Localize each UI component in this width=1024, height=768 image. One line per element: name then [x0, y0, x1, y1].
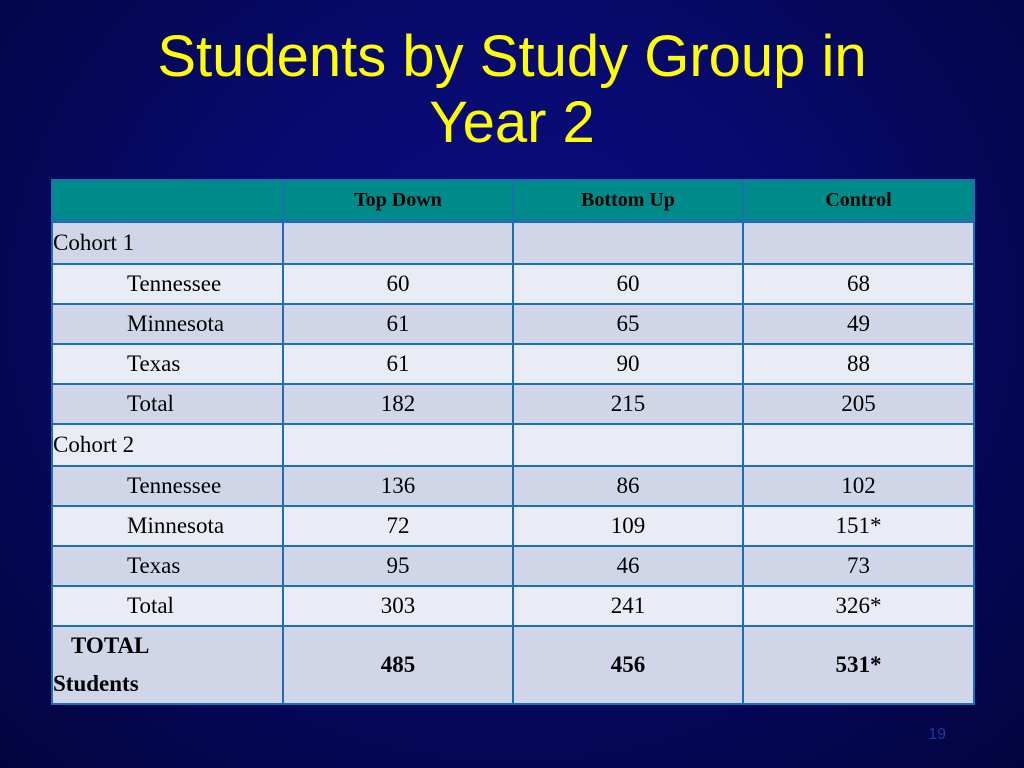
table-row	[52, 344, 974, 384]
slide-number: 19	[928, 726, 946, 743]
cell-control: 102	[743, 466, 974, 506]
table-row	[52, 466, 974, 506]
cell-control: 88	[743, 344, 974, 384]
grand-total-label-line2: Students	[53, 671, 139, 696]
cohort2-empty-cell	[743, 424, 974, 466]
table-row	[52, 264, 974, 304]
header-bottom-up: Bottom Up	[513, 180, 743, 221]
table-row	[52, 384, 974, 424]
row-label: Tennessee	[52, 466, 283, 506]
cell-control: 326*	[743, 586, 974, 626]
cell-control: 68	[743, 264, 974, 304]
cell-control: 151*	[743, 506, 974, 546]
row-label: Texas	[52, 344, 283, 384]
slide-title	[0, 24, 1024, 156]
cell-bottom-up: 46	[513, 546, 743, 586]
cohort1-label: Cohort 1	[52, 221, 283, 264]
row-label: Tennessee	[52, 264, 283, 304]
cohort1-empty-cell	[743, 221, 974, 264]
cohort2-empty-cell	[513, 424, 743, 466]
cohort1-empty-cell	[513, 221, 743, 264]
cell-control: 73	[743, 546, 974, 586]
header-control: Control	[743, 180, 974, 221]
slide-title-line1: Students by Study Group in	[157, 24, 867, 89]
cohort1-row	[52, 221, 974, 264]
header-top-down: Top Down	[283, 180, 513, 221]
cell-top-down: 95	[283, 546, 513, 586]
table-row	[52, 546, 974, 586]
slide-title-line2: Year 2	[429, 90, 595, 155]
cell-bottom-up: 241	[513, 586, 743, 626]
table-header-row	[52, 180, 974, 221]
cell-bottom-up: 215	[513, 384, 743, 424]
row-label: Minnesota	[52, 506, 283, 546]
cell-bottom-up: 65	[513, 304, 743, 344]
cell-control: 205	[743, 384, 974, 424]
cell-bottom-up: 456	[513, 626, 743, 704]
table-row	[52, 506, 974, 546]
cell-bottom-up: 109	[513, 506, 743, 546]
cohort1-empty-cell	[283, 221, 513, 264]
cell-bottom-up: 60	[513, 264, 743, 304]
cell-bottom-up: 90	[513, 344, 743, 384]
row-label: Minnesota	[52, 304, 283, 344]
cell-control: 531*	[743, 626, 974, 704]
row-label: Total	[52, 384, 283, 424]
cohort2-row	[52, 424, 974, 466]
cohort2-empty-cell	[283, 424, 513, 466]
cell-bottom-up: 86	[513, 466, 743, 506]
row-label: Total	[52, 586, 283, 626]
students-table	[51, 179, 975, 705]
cohort2-label: Cohort 2	[52, 424, 283, 466]
cell-top-down: 60	[283, 264, 513, 304]
header-empty	[52, 180, 283, 221]
cell-top-down: 182	[283, 384, 513, 424]
cell-top-down: 72	[283, 506, 513, 546]
grand-total-label	[52, 626, 283, 704]
grand-total-label-line1: TOTAL	[71, 633, 150, 658]
cell-top-down: 303	[283, 586, 513, 626]
cell-top-down: 485	[283, 626, 513, 704]
cell-top-down: 61	[283, 344, 513, 384]
cell-top-down: 61	[283, 304, 513, 344]
grand-total-row	[52, 626, 974, 704]
table-row	[52, 586, 974, 626]
cell-top-down: 136	[283, 466, 513, 506]
cell-control: 49	[743, 304, 974, 344]
row-label: Texas	[52, 546, 283, 586]
table-row	[52, 304, 974, 344]
